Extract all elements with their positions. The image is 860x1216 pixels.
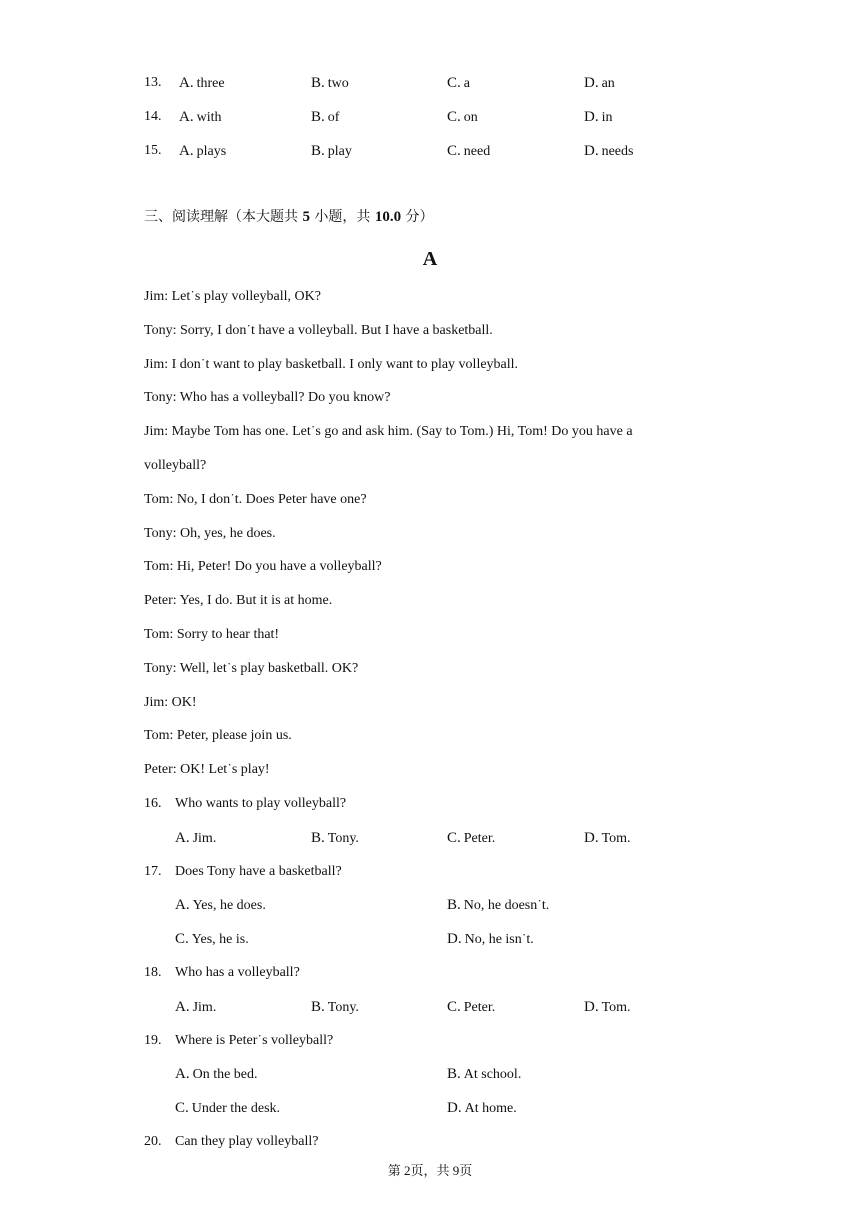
option-b: B. of bbox=[311, 109, 340, 125]
question-number: 14. bbox=[144, 109, 162, 124]
options-row bbox=[0, 1064, 860, 1084]
dialogue-line: Tony: Well, let˙s play basketball. OK? bbox=[144, 661, 359, 676]
option-b: B. Tony. bbox=[311, 999, 359, 1015]
dialogue-line: Tony: Sorry, I don˙t have a volleyball. But I have a basketball. bbox=[144, 323, 493, 338]
option-a: A. Jim. bbox=[175, 999, 217, 1015]
option-a: A. with bbox=[179, 109, 222, 125]
question-row bbox=[0, 794, 860, 814]
option-c: C. Peter. bbox=[447, 830, 496, 846]
option-a: A. On the bed. bbox=[175, 1066, 258, 1082]
passage-title-row bbox=[0, 247, 860, 271]
dialogue-line: Peter: Yes, I do. But it is at home. bbox=[144, 593, 333, 608]
option-a: A. Yes, he does. bbox=[175, 897, 266, 913]
choice-row bbox=[0, 107, 860, 127]
option-c: C. Yes, he is. bbox=[175, 931, 249, 947]
option-c: C. a bbox=[447, 75, 470, 91]
option-b: B. two bbox=[311, 75, 349, 91]
page-footer bbox=[0, 1161, 860, 1181]
passage-title: A bbox=[422, 248, 438, 270]
option-b: B. Tony. bbox=[311, 830, 359, 846]
options-row bbox=[0, 828, 860, 848]
question-number: 17. bbox=[144, 864, 162, 879]
question-row bbox=[0, 1132, 860, 1152]
dialogue-line: Jim: Maybe Tom has one. Let˙s go and ask him. (Say to Tom.) Hi, Tom! Do you have a bbox=[144, 424, 633, 439]
dialogue-line: Tom: Hi, Peter! Do you have a volleyball? bbox=[144, 559, 382, 574]
dialogue-line: Jim: OK! bbox=[144, 695, 197, 710]
option-c: C. Under the desk. bbox=[175, 1100, 281, 1116]
dialogue-line: volleyball? bbox=[144, 458, 207, 473]
question-text: Can they play volleyball? bbox=[175, 1134, 319, 1149]
question-number: 19. bbox=[144, 1033, 162, 1048]
question-number: 18. bbox=[144, 965, 162, 980]
option-b: B. At school. bbox=[447, 1066, 522, 1082]
dialogue-line: Jim: Let˙s play volleyball, OK? bbox=[144, 289, 321, 304]
option-b: B. No, he doesn˙t. bbox=[447, 897, 550, 913]
question-row bbox=[0, 1031, 860, 1051]
options-row bbox=[0, 929, 860, 949]
option-b: B. play bbox=[311, 143, 352, 159]
dialogue-line: Tom: Peter, please join us. bbox=[144, 728, 292, 743]
question-number: 13. bbox=[144, 75, 162, 90]
question-text: Who wants to play volleyball? bbox=[175, 796, 347, 811]
page-number: 第 2页，共 9页 bbox=[387, 1163, 473, 1178]
option-d: D. No, he isn˙t. bbox=[447, 931, 534, 947]
question-text: Where is Peter˙s volleyball? bbox=[175, 1033, 334, 1048]
dialogue-line: Peter: OK! Let˙s play! bbox=[144, 762, 270, 777]
option-d: D. At home. bbox=[447, 1100, 517, 1116]
options-row bbox=[0, 895, 860, 915]
dialogue-line: Tony: Oh, yes, he does. bbox=[144, 526, 276, 541]
question-text: Does Tony have a basketball? bbox=[175, 864, 342, 879]
option-d: D. Tom. bbox=[584, 999, 631, 1015]
dialogue-line: Tom: Sorry to hear that! bbox=[144, 627, 280, 642]
option-c: C. Peter. bbox=[447, 999, 496, 1015]
question-row bbox=[0, 963, 860, 983]
section-heading: 三、阅读理解（本大题共 5 小题，共 10.0 分） bbox=[144, 209, 434, 225]
option-a: A. plays bbox=[179, 143, 227, 159]
dialogue-line: Tony: Who has a volleyball? Do you know? bbox=[144, 390, 391, 405]
question-number: 20. bbox=[144, 1134, 162, 1149]
option-a: A. three bbox=[179, 75, 225, 91]
dialogue-line: Jim: I don˙t want to play basketball. I only want to play volleyball. bbox=[144, 357, 519, 372]
options-row bbox=[0, 997, 860, 1017]
dialogue-line: Tom: No, I don˙t. Does Peter have one? bbox=[144, 492, 367, 507]
option-d: D. in bbox=[584, 109, 613, 125]
question-number: 16. bbox=[144, 796, 162, 811]
option-c: C. on bbox=[447, 109, 478, 125]
option-d: D. Tom. bbox=[584, 830, 631, 846]
option-d: D. an bbox=[584, 75, 615, 91]
question-text: Who has a volleyball? bbox=[175, 965, 300, 980]
options-row bbox=[0, 1098, 860, 1118]
question-row bbox=[0, 862, 860, 882]
choice-row bbox=[0, 73, 860, 93]
choice-row bbox=[0, 141, 860, 161]
option-c: C. need bbox=[447, 143, 491, 159]
option-a: A. Jim. bbox=[175, 830, 217, 846]
option-d: D. needs bbox=[584, 143, 634, 159]
question-number: 15. bbox=[144, 143, 162, 158]
